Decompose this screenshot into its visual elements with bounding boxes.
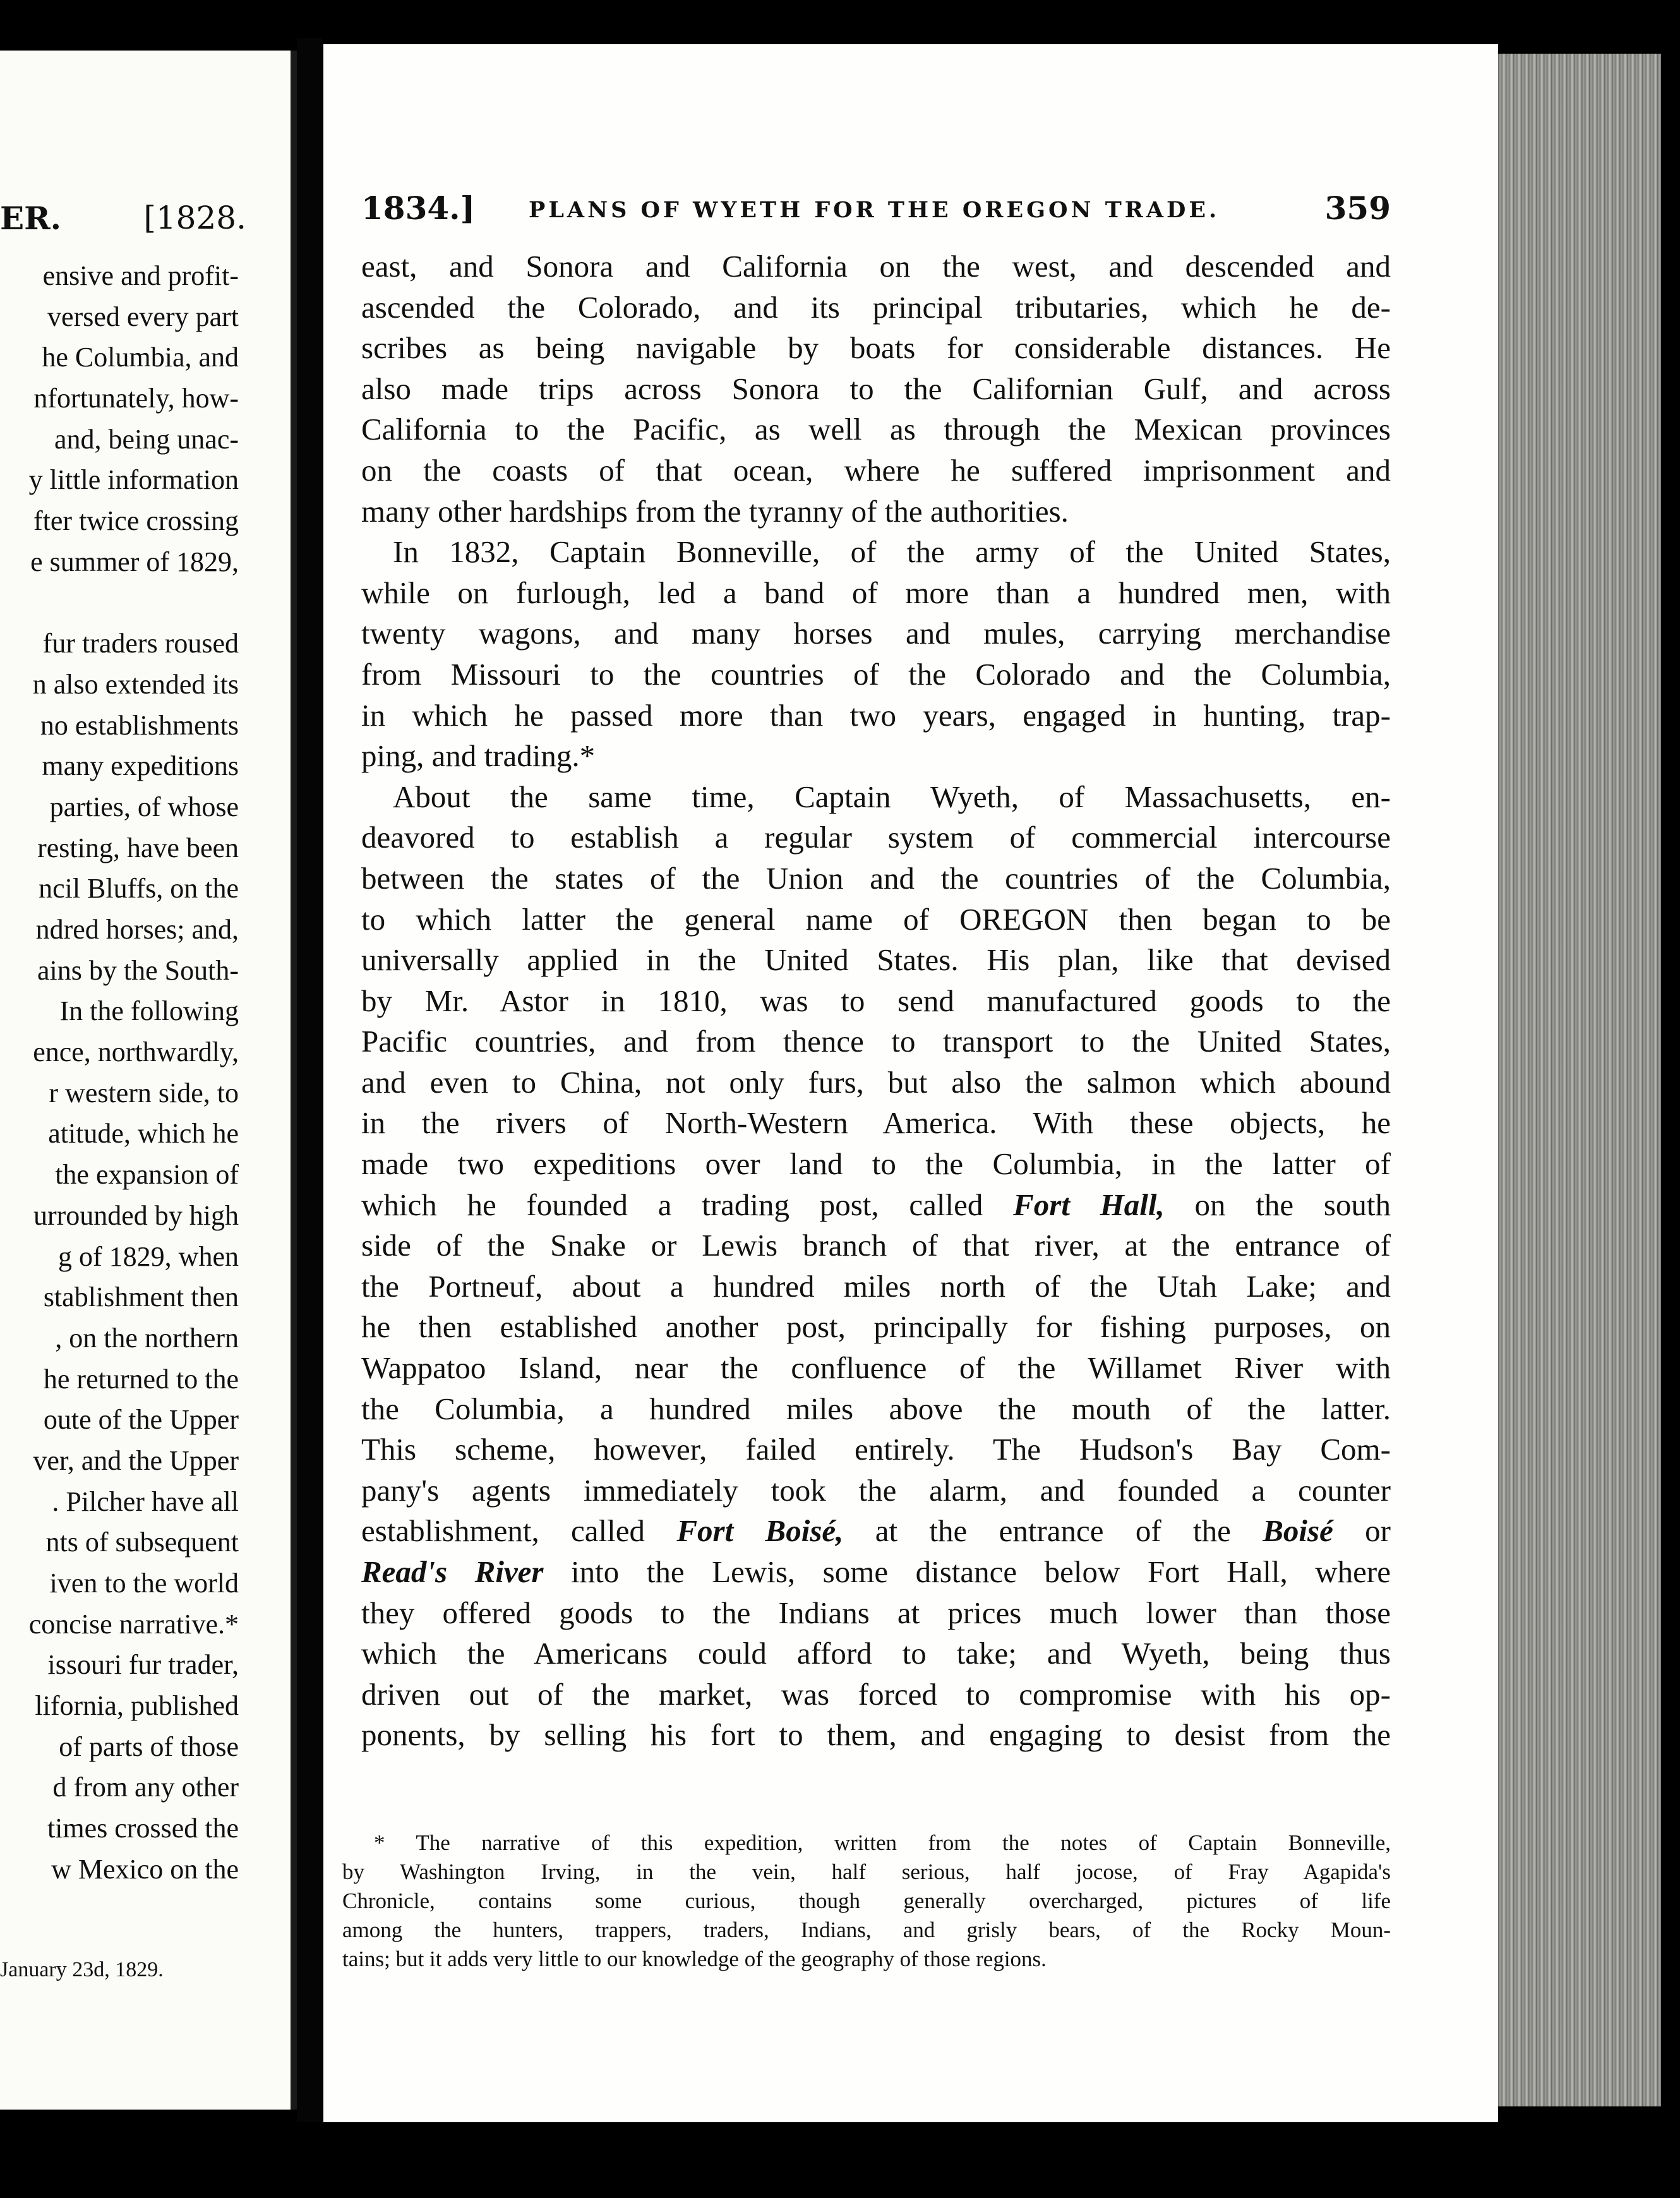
text-line: Wappatoo Island, near the confluence of the Willamet River with xyxy=(361,1350,1391,1386)
left-line: , on the northern xyxy=(55,1322,239,1354)
text-line: This scheme, however, failed entirely. The Hudson's Bay Com- xyxy=(361,1432,1391,1467)
text-fragment: or xyxy=(1333,1513,1391,1549)
text-line: between the states of the Union and the countries of the Columbia, xyxy=(361,860,1391,896)
left-line: g of 1829, when xyxy=(58,1240,239,1272)
footnote-line: * The narrative of this expedition, written from the notes of Captain Bonneville, xyxy=(374,1830,1391,1855)
text-fragment: into the Lewis, some distance below Fort Hall, where xyxy=(543,1554,1391,1589)
left-line xyxy=(0,583,239,624)
text-line: Pacific countries, and from thence to transport to the United States, xyxy=(361,1024,1391,1059)
text-line: on the coasts of that ocean, where he suffered imprisonment and xyxy=(361,452,1391,488)
text-line xyxy=(361,1511,1391,1552)
text-line: they offered goods to the Indians at prices much lower than those xyxy=(361,1595,1391,1630)
text-line: the Portneuf, about a hundred miles north of the Utah Lake; and xyxy=(361,1268,1391,1304)
text-line: ascended the Colorado, and its principal tributaries, which he de- xyxy=(361,289,1391,325)
page-number: 359 xyxy=(1324,189,1391,227)
text-line xyxy=(361,1185,1391,1226)
running-header xyxy=(361,189,1391,234)
text-line: the Columbia, a hundred miles above the mouth of the latter. xyxy=(361,1391,1391,1426)
left-line: w Mexico on the xyxy=(51,1853,239,1885)
left-line: d from any other xyxy=(52,1772,239,1803)
left-page-fragment xyxy=(0,51,297,2110)
text-line: ping, and trading.* xyxy=(361,738,596,774)
footnote-line: among the hunters, trappers, traders, Indians, and grisly bears, of the Rocky Moun- xyxy=(342,1918,1391,1942)
text-fragment: which he founded a trading post, called xyxy=(361,1187,1014,1222)
text-line: universally applied in the United States. His plan, like that devised xyxy=(361,942,1391,978)
left-header-word: ER. xyxy=(0,200,62,237)
text-line: In 1832, Captain Bonneville, of the army of the United States, xyxy=(393,534,1391,570)
left-line: he returned to the xyxy=(43,1363,239,1395)
place-name-boise: Boisé xyxy=(1263,1513,1333,1549)
text-line: by Mr. Astor in 1810, was to send manufactured goods to the xyxy=(361,983,1391,1018)
left-header-year: [1828. xyxy=(143,200,246,236)
text-line: in the rivers of North-Western America. With these objects, he xyxy=(361,1105,1391,1141)
text-line: east, and Sonora and California on the west, and descended and xyxy=(361,249,1391,284)
left-line: r western side, to xyxy=(49,1077,239,1108)
text-line: twenty wagons, and many horses and mules, carrying merchandise xyxy=(361,616,1391,651)
left-line: ver, and the Upper xyxy=(33,1444,239,1476)
left-line: n also extended its xyxy=(32,668,239,700)
running-title: PLANS OF WYETH FOR THE OREGON TRADE. xyxy=(529,197,1220,223)
text-fragment: establishment, called xyxy=(361,1513,677,1549)
left-line: y little information xyxy=(28,464,239,496)
left-line: oute of the Upper xyxy=(43,1404,239,1436)
body-text xyxy=(361,246,1391,1756)
left-page-lines xyxy=(0,256,239,1890)
text-line: to which latter the general name of OREGON then began to be xyxy=(361,901,1391,937)
text-line: deavored to establish a regular system of commercial intercourse xyxy=(361,820,1391,855)
left-line: stablishment then xyxy=(43,1282,239,1313)
text-line: in which he passed more than two years, engaged in hunting, trap- xyxy=(361,697,1391,733)
left-line: urrounded by high xyxy=(33,1199,239,1231)
left-line: issouri fur trader, xyxy=(47,1649,239,1681)
place-name-fort-hall: Fort Hall, xyxy=(1013,1187,1165,1222)
left-line: lifornia, published xyxy=(35,1690,239,1722)
header-year: 1834.] xyxy=(361,189,476,227)
place-name-fort-boise: Fort Boisé, xyxy=(676,1513,844,1549)
left-line: of parts of those xyxy=(59,1731,239,1762)
text-line: side of the Snake or Lewis branch of that river, at the entrance of xyxy=(361,1228,1391,1263)
text-line: driven out of the market, was forced to compromise with his op- xyxy=(361,1676,1391,1712)
text-line: which the Americans could afford to take; and Wyeth, being thus xyxy=(361,1636,1391,1671)
left-line: nts of subsequent xyxy=(45,1527,239,1558)
left-line: ensive and profit- xyxy=(42,260,239,291)
page-edges xyxy=(1498,54,1661,2106)
text-fragment: at the entrance of the xyxy=(843,1513,1263,1549)
left-line: fter twice crossing xyxy=(33,505,239,537)
left-line: fur traders roused xyxy=(42,628,239,659)
footnote-line: tains; but it adds very little to our knowledge of the geography of those regions. xyxy=(342,1947,1047,1971)
text-line: ponents, by selling his fort to them, and engaging to desist from the xyxy=(361,1717,1391,1753)
left-line: e summer of 1829, xyxy=(30,546,239,577)
left-line: ndred horses; and, xyxy=(35,914,239,945)
left-line: nfortunately, how- xyxy=(33,383,239,414)
left-line: the expansion of xyxy=(55,1159,239,1191)
footnote-line: Chronicle, contains some curious, though generally overcharged, pictures of life xyxy=(342,1889,1391,1913)
place-name-reads-river: Read's River xyxy=(361,1554,544,1589)
left-line: and, being unac- xyxy=(54,423,239,455)
text-line: California to the Pacific, as well as through the Mexican provinces xyxy=(361,412,1391,447)
left-line: . Pilcher have all xyxy=(52,1486,239,1517)
left-line: parties, of whose xyxy=(49,791,239,822)
footnote-line: by Washington Irving, in the vein, half serious, half jocose, of Fray Agapida's xyxy=(342,1859,1391,1884)
left-line: times crossed the xyxy=(47,1813,239,1844)
left-line: no establishments xyxy=(40,709,239,741)
text-line: also made trips across Sonora to the Californian Gulf, and across xyxy=(361,371,1391,406)
left-line: ncil Bluffs, on the xyxy=(39,873,239,904)
left-line: In the following xyxy=(59,995,239,1027)
left-line: concise narrative.* xyxy=(28,1608,239,1640)
book-page xyxy=(323,44,1498,2122)
text-line: from Missouri to the countries of the Colorado and the Columbia, xyxy=(361,656,1391,692)
text-line: he then established another post, principally for fishing purposes, on xyxy=(361,1309,1391,1345)
text-line: pany's agents immediately took the alarm, and founded a counter xyxy=(361,1472,1391,1508)
book-gutter xyxy=(297,38,322,2122)
text-line: made two expeditions over land to the Columbia, in the latter of xyxy=(361,1146,1391,1182)
text-line xyxy=(361,1552,1391,1593)
left-footnote-fragment: January 23d, 1829. xyxy=(0,1958,164,1981)
left-line: versed every part xyxy=(47,301,239,332)
footnote xyxy=(342,1829,1391,1974)
text-line: and even to China, not only furs, but also the salmon which abound xyxy=(361,1064,1391,1100)
left-line: ains by the South- xyxy=(37,954,239,986)
left-line: atitude, which he xyxy=(48,1118,239,1150)
left-line: many expeditions xyxy=(42,750,239,782)
left-line: ence, northwardly, xyxy=(33,1036,239,1068)
text-line: scribes as being navigable by boats for considerable distances. He xyxy=(361,330,1391,366)
text-line: while on furlough, led a band of more than a hundred men, with xyxy=(361,575,1391,610)
left-line: iven to the world xyxy=(49,1568,239,1599)
left-line: he Columbia, and xyxy=(42,342,239,373)
text-line: many other hardships from the tyranny of the authorities. xyxy=(361,493,1069,529)
left-line: resting, have been xyxy=(37,832,239,863)
text-fragment: on the south xyxy=(1164,1187,1391,1222)
text-line: About the same time, Captain Wyeth, of Massachusetts, en- xyxy=(393,779,1391,814)
